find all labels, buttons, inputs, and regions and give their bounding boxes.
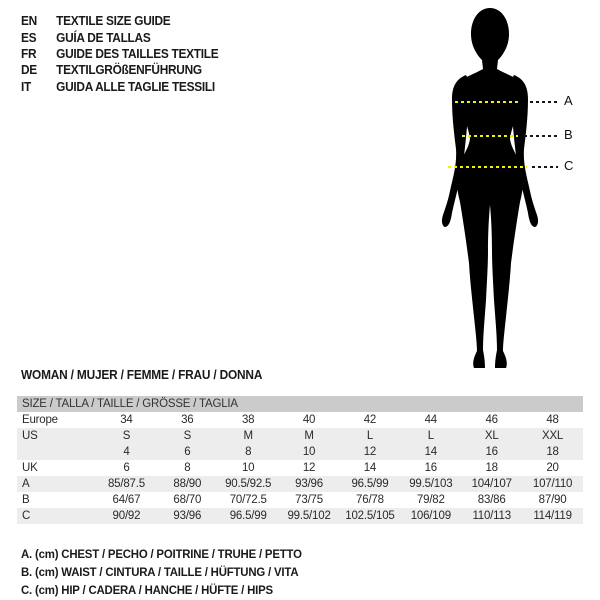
size-cell: M xyxy=(243,430,253,442)
size-cell: M xyxy=(304,430,314,442)
language-code: IT xyxy=(21,79,31,94)
size-cell: 38 xyxy=(241,414,255,426)
size-cell: XL xyxy=(484,430,499,442)
size-table-header: SIZE / TALLA / TAILLE / GRÖSSE / TAGLIA xyxy=(17,396,583,412)
size-cell: 18 xyxy=(546,446,559,458)
marker-label-a: A xyxy=(564,93,573,108)
table-row xyxy=(17,476,583,492)
size-cell: 99.5/103 xyxy=(409,478,453,490)
size-cell: 14 xyxy=(363,462,377,474)
size-cell: 110/113 xyxy=(472,510,511,522)
size-cell: 96.5/99 xyxy=(229,510,267,522)
language-code: ES xyxy=(21,30,37,45)
size-cell: 6 xyxy=(184,446,191,458)
size-cell: 12 xyxy=(363,446,377,458)
size-cell: L xyxy=(427,430,434,442)
size-cell: 8 xyxy=(184,462,191,474)
legend-line: C. (cm) HIP / CADERA / HANCHE / HÜFTE / HIPS xyxy=(21,583,273,597)
row-label: A xyxy=(22,478,30,490)
size-cell: 16 xyxy=(424,462,438,474)
size-cell: 90/92 xyxy=(112,510,141,522)
size-cell: 36 xyxy=(181,414,194,426)
measurement-legend xyxy=(21,545,317,599)
guide-title-text: TEXTILGRÖßENFÜHRUNG xyxy=(56,63,202,78)
size-cell: 10 xyxy=(302,446,316,458)
language-guide-row xyxy=(21,46,218,62)
size-cell: 107/110 xyxy=(532,478,573,490)
measurement-figure xyxy=(410,4,598,376)
table-row xyxy=(17,412,583,428)
guide-title-text: TEXTILE SIZE GUIDE xyxy=(56,14,171,29)
size-cell: S xyxy=(183,430,192,442)
table-row xyxy=(17,508,583,524)
size-cell: 64/67 xyxy=(112,494,141,506)
size-cell: 10 xyxy=(241,462,255,474)
chest-measure-line xyxy=(455,101,520,103)
row-label: UK xyxy=(22,462,38,474)
size-cell: 96.5/99 xyxy=(351,478,389,490)
waist-leader-line xyxy=(524,135,558,137)
size-cell: 114/119 xyxy=(533,510,572,522)
size-cell: 88/90 xyxy=(173,478,202,490)
size-cell: 40 xyxy=(302,414,316,426)
size-cell: 83/86 xyxy=(477,494,506,506)
table-row xyxy=(17,492,583,508)
language-code: FR xyxy=(21,46,37,61)
hip-leader-line xyxy=(532,166,558,168)
size-cell: 12 xyxy=(302,462,316,474)
size-cell: 79/82 xyxy=(416,494,445,506)
row-label: C xyxy=(22,510,31,522)
size-cell: 42 xyxy=(363,414,377,426)
size-cell: 44 xyxy=(424,414,438,426)
guide-title-text: GUÍA DE TALLAS xyxy=(56,30,151,45)
waist-measure-line xyxy=(462,135,518,137)
legend-line: B. (cm) WAIST / CINTURA / TAILLE / HÜFTUNG / VITA xyxy=(21,565,299,579)
row-label: Europe xyxy=(22,414,58,426)
size-cell: 20 xyxy=(546,462,559,474)
size-cell: 46 xyxy=(485,414,498,426)
size-cell: 93/96 xyxy=(295,478,323,490)
size-cell: 99.5/102 xyxy=(287,510,331,522)
row-label: US xyxy=(22,430,38,442)
size-cell: L xyxy=(366,430,374,442)
size-cell: 85/87.5 xyxy=(107,478,145,490)
size-cell: 93/96 xyxy=(173,510,202,522)
size-cell: 34 xyxy=(120,414,133,426)
size-cell: 106/109 xyxy=(410,510,451,522)
size-cell: 6 xyxy=(123,462,130,474)
hip-measure-line xyxy=(448,166,527,168)
language-guide-row xyxy=(21,62,218,78)
language-guide-block xyxy=(21,13,229,95)
chest-leader-line xyxy=(530,101,558,103)
language-guide-row xyxy=(21,29,218,45)
size-cell: 104/107 xyxy=(471,478,512,490)
language-guide-row xyxy=(21,13,218,29)
size-table xyxy=(17,396,583,524)
guide-title-text: GUIDE DES TAILLES TEXTILE xyxy=(56,46,219,61)
guide-title-text: GUIDA ALLE TAGLIE TESSILI xyxy=(56,79,215,94)
size-cell: 8 xyxy=(245,446,252,458)
size-cell: 70/72.5 xyxy=(229,494,267,506)
marker-label-c: C xyxy=(564,158,574,173)
size-cell: 76/78 xyxy=(356,494,384,506)
size-table-body xyxy=(17,412,583,524)
language-guide-row xyxy=(21,79,218,95)
woman-silhouette xyxy=(410,4,570,374)
size-cell: 68/70 xyxy=(173,494,202,506)
size-cell: 14 xyxy=(424,446,438,458)
size-cell: 16 xyxy=(485,446,498,458)
size-cell: 73/75 xyxy=(295,494,323,506)
size-cell: 18 xyxy=(485,462,498,474)
size-cell: XXL xyxy=(541,430,564,442)
legend-line: A. (cm) CHEST / PECHO / POITRINE / TRUHE / PETTO xyxy=(21,547,302,561)
size-cell: 102.5/105 xyxy=(345,510,395,522)
marker-label-b: B xyxy=(564,127,573,142)
table-row xyxy=(17,460,583,476)
language-code: DE xyxy=(21,63,37,78)
section-title-woman: WOMAN / MUJER / FEMME / FRAU / DONNA xyxy=(21,368,263,382)
size-cell: 4 xyxy=(123,446,130,458)
size-cell: 48 xyxy=(546,414,559,426)
size-cell: 90.5/92.5 xyxy=(225,478,272,490)
size-cell: S xyxy=(122,430,131,442)
table-row xyxy=(17,428,583,444)
row-label xyxy=(17,444,96,460)
language-code: EN xyxy=(21,14,37,29)
row-label: B xyxy=(22,494,30,506)
table-row xyxy=(17,444,583,460)
size-cell: 87/90 xyxy=(538,494,567,506)
